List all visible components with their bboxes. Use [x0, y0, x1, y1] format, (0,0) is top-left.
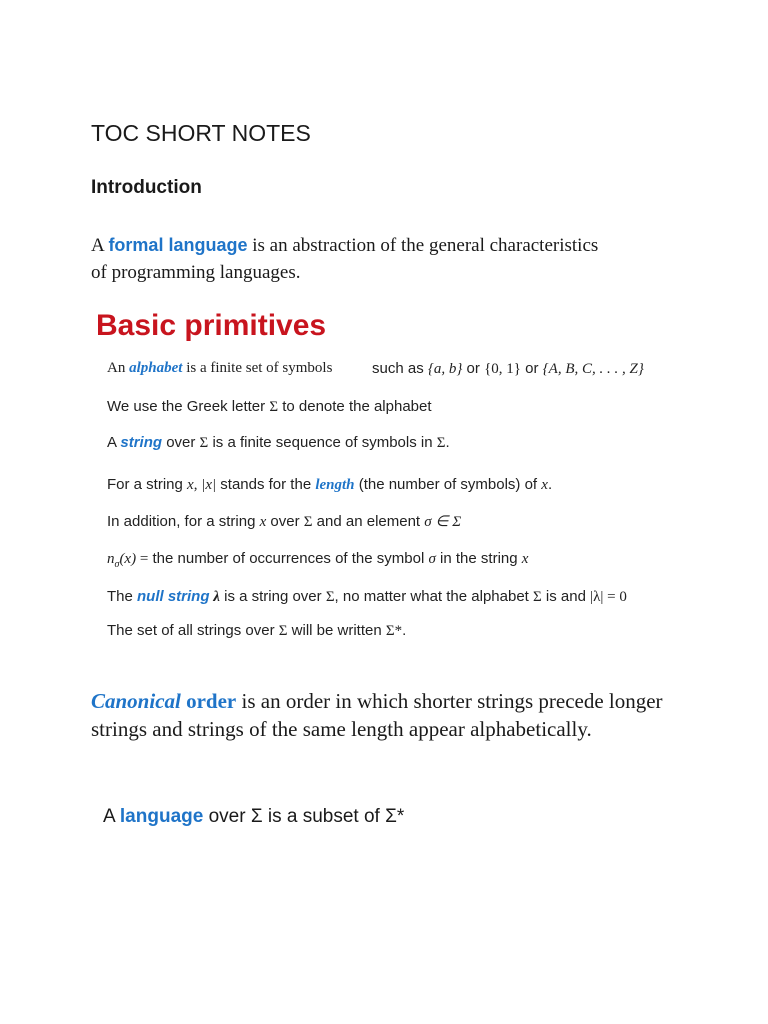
- formal-prefix: A: [91, 235, 109, 256]
- length-text-1: For a string: [107, 476, 188, 493]
- sigma-symbol: Σ: [269, 399, 279, 415]
- lambda-length-eq: |λ| = 0: [590, 589, 627, 605]
- language-text: over Σ is a subset of Σ*: [203, 806, 405, 827]
- var-sigma: σ: [428, 551, 436, 567]
- example-az: {A, B, C, . . . , Z}: [542, 361, 644, 377]
- example-or-2: or: [520, 360, 543, 377]
- sigma-symbol: Σ: [303, 514, 313, 530]
- string-definition: [107, 434, 450, 452]
- abs-x: |x|: [201, 477, 217, 493]
- length-definition: [107, 476, 552, 494]
- string-text-1: over: [162, 434, 200, 451]
- func-sub-sigma: σ: [114, 559, 120, 570]
- formal-text-1: is an abstraction of the general characteristics: [247, 235, 599, 256]
- example-01: {0, 1}: [484, 361, 521, 377]
- addition-text-1: In addition, for a string: [107, 513, 260, 530]
- var-x: x: [541, 477, 548, 493]
- string-text-2: is a finite sequence of symbols in: [208, 434, 437, 451]
- set-text-1: The set of all strings over: [107, 622, 279, 639]
- addition-text-3: and an element: [312, 513, 425, 530]
- occurrences-text-1: the number of occurrences of the symbol: [152, 550, 429, 567]
- greek-letter-line: [107, 398, 432, 416]
- var-x: x: [521, 551, 529, 567]
- formal-text-2: of programming languages.: [91, 262, 301, 283]
- occurrences-text-2: in the string: [435, 550, 522, 567]
- length-term: length: [315, 477, 355, 493]
- example-prefix: such as: [372, 360, 428, 377]
- language-prefix: A: [103, 806, 120, 827]
- example-ab: {a, b}: [427, 361, 463, 377]
- order-term: order: [180, 689, 237, 713]
- func-n: n: [107, 551, 115, 567]
- null-prefix: The: [107, 588, 138, 605]
- greek-text-1: We use the Greek letter: [107, 398, 270, 415]
- alphabet-text: is a finite set of symbols: [182, 360, 333, 376]
- null-text-3: is and: [541, 588, 591, 605]
- sigma-symbol: Σ: [436, 435, 446, 451]
- alphabet-prefix: An: [107, 360, 130, 376]
- language-term: language: [119, 806, 204, 827]
- alphabet-examples: [372, 360, 644, 378]
- var-x: x: [187, 477, 194, 493]
- language-definition: [103, 806, 404, 828]
- null-text-2: , no matter what the alphabet: [334, 588, 534, 605]
- sigma-symbol: Σ: [199, 435, 209, 451]
- null-string-definition: [107, 588, 627, 606]
- occurrences-line: [107, 550, 528, 570]
- lambda-symbol: λ: [209, 589, 220, 605]
- string-term: string: [120, 434, 163, 451]
- null-text-1: is a string over: [219, 588, 326, 605]
- var-x: x: [259, 514, 267, 530]
- set-of-strings-line: [107, 622, 406, 640]
- string-end: .: [445, 434, 450, 451]
- equals-sign: =: [136, 551, 149, 567]
- sigma-star: Σ*: [385, 623, 403, 639]
- example-or-1: or: [462, 360, 485, 377]
- addition-line: [107, 512, 461, 531]
- canonical-text: is an order in which shorter strings precede longer strings and strings of the same length appear alphabetically.: [91, 689, 663, 741]
- canonical-term: Canonical: [91, 689, 181, 713]
- alphabet-term: alphabet: [129, 360, 183, 376]
- length-text-3: (the number of symbols) of: [354, 476, 542, 493]
- sigma-symbol: Σ: [325, 589, 335, 605]
- length-text-2: stands for the: [216, 476, 316, 493]
- set-text-2: will be written: [287, 622, 386, 639]
- null-string-term: null string: [137, 588, 210, 605]
- addition-text-2: over: [266, 513, 304, 530]
- length-end: .: [547, 476, 553, 493]
- string-prefix: A: [107, 434, 121, 451]
- formal-language-term: formal language: [108, 235, 248, 255]
- sigma-symbol: Σ: [278, 623, 288, 639]
- canonical-order-paragraph: [91, 687, 691, 743]
- alphabet-definition: [107, 360, 332, 377]
- greek-text-2: to denote the alphabet: [278, 398, 432, 415]
- page-title: TOC SHORT NOTES: [91, 120, 311, 146]
- section-heading-introduction: Introduction: [91, 177, 202, 198]
- formal-language-paragraph: [91, 232, 691, 286]
- sigma-symbol: Σ: [533, 589, 542, 605]
- func-arg: (x): [119, 551, 137, 567]
- basic-primitives-heading: Basic primitives: [96, 309, 327, 342]
- element-of-sigma: σ ∈ Σ: [424, 514, 462, 530]
- set-end: .: [402, 622, 407, 639]
- length-comma: ,: [193, 477, 202, 493]
